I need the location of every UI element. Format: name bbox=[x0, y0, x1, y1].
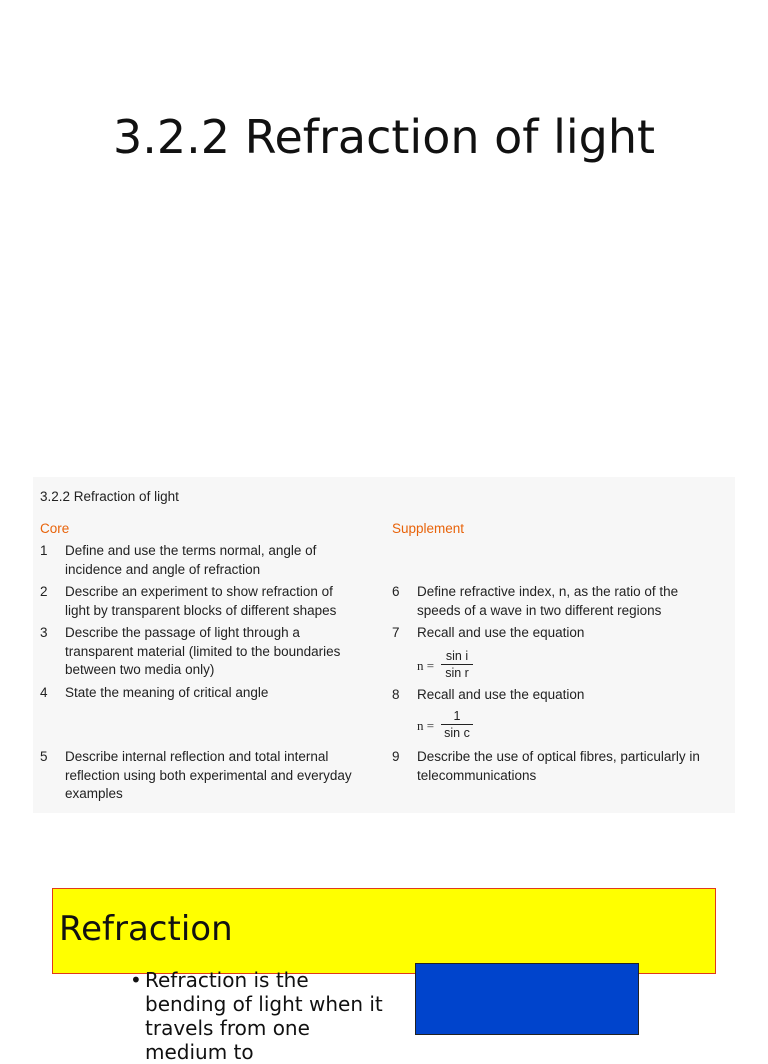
formula-refractive-index bbox=[417, 649, 487, 685]
syllabus-panel bbox=[33, 477, 735, 813]
core-item-number: 5 bbox=[40, 749, 48, 764]
formula-fraction bbox=[441, 649, 473, 680]
formula-numerator: 1 bbox=[453, 709, 461, 723]
supplement-item-number: 8 bbox=[392, 687, 400, 702]
formula-lhs: n = bbox=[417, 718, 435, 733]
bullet-text: Refraction is the bending of light when it travels from one medium to bbox=[145, 968, 383, 1064]
formula-numerator: sin i bbox=[445, 649, 469, 663]
blue-image-placeholder bbox=[415, 963, 639, 1035]
core-item-text: Describe an experiment to show refraction of light by transparent blocks of different shapes bbox=[65, 584, 337, 618]
bullet-icon: • bbox=[130, 968, 142, 992]
core-item-text: State the meaning of critical angle bbox=[65, 685, 269, 700]
supplement-item-text: Describe the use of optical fibres, particularly in telecommunications bbox=[417, 749, 700, 783]
core-item-number: 1 bbox=[40, 543, 48, 558]
supplement-item-number: 6 bbox=[392, 584, 400, 599]
slide-title: 3.2.2 Refraction of light bbox=[112, 110, 656, 164]
fraction-bar bbox=[441, 664, 473, 665]
refraction-heading: Refraction bbox=[59, 909, 233, 949]
formula-denominator: sin c bbox=[444, 726, 470, 740]
refraction-bullet bbox=[130, 968, 390, 1064]
core-item-number: 4 bbox=[40, 685, 48, 700]
core-item-text: Describe internal reflection and total internal reflection using both experimental and everyday examples bbox=[65, 749, 352, 801]
core-item-text: Describe the passage of light through a transparent material (limited to the boundaries between two media only) bbox=[65, 625, 341, 677]
core-item-number: 3 bbox=[40, 625, 48, 640]
supplement-item-text: Define refractive index, n, as the ratio of the speeds of a wave in two different regions bbox=[417, 584, 679, 618]
supplement-item-number: 9 bbox=[392, 749, 400, 764]
core-label: Core bbox=[40, 521, 70, 536]
formula-critical-angle bbox=[417, 709, 487, 745]
formula-fraction bbox=[441, 709, 473, 740]
refraction-heading-box bbox=[52, 888, 716, 974]
core-item-text: Define and use the terms normal, angle of incidence and angle of refraction bbox=[65, 543, 317, 577]
supplement-item-text: Recall and use the equation bbox=[417, 687, 585, 702]
supplement-item-text: Recall and use the equation bbox=[417, 625, 585, 640]
core-item-number: 2 bbox=[40, 584, 48, 599]
supplement-label: Supplement bbox=[392, 521, 465, 536]
supplement-item-number: 7 bbox=[392, 625, 400, 640]
formula-lhs: n = bbox=[417, 658, 435, 673]
fraction-bar bbox=[441, 724, 473, 725]
formula-denominator: sin r bbox=[445, 666, 469, 680]
syllabus-heading: 3.2.2 Refraction of light bbox=[40, 489, 179, 504]
